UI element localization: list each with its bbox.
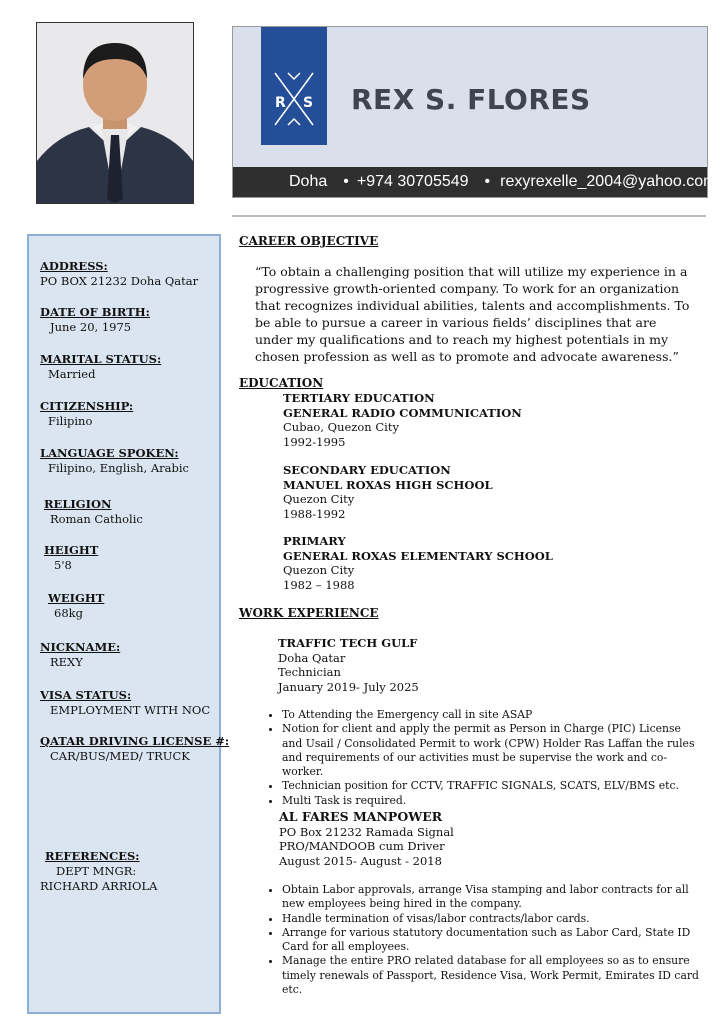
bullet-icon: • bbox=[343, 173, 349, 190]
language-label: LANGUAGE SPOKEN: bbox=[40, 446, 179, 460]
education-level: TERTIARY EDUCATION bbox=[283, 391, 435, 405]
job-entry bbox=[278, 636, 419, 694]
education-school: GENERAL RADIO COMMUNICATION bbox=[283, 405, 522, 420]
list-item: • To Attending the Emergency call in site ASAP bbox=[282, 708, 702, 722]
header-banner bbox=[232, 26, 717, 198]
job-period: August 2015- August - 2018 bbox=[279, 853, 442, 868]
contact-city: Doha bbox=[289, 173, 328, 190]
reference-name: RICHARD ARRIOLA bbox=[40, 879, 158, 893]
education-entry bbox=[283, 391, 522, 449]
height-value: 5'8 bbox=[54, 558, 72, 572]
list-item: • Arrange for various statutory documentation such as Labor Card, State ID Card for all employees. bbox=[282, 926, 702, 955]
list-item: • Notion for client and apply the permit as Person in Charge (PIC) License and Usail / Consolidated Permit to work (CPW) Holder Ras Laffan the rules and requirements of our activities must be supervise the work and co-worker. bbox=[282, 722, 702, 779]
address-section bbox=[40, 259, 198, 289]
weight-section bbox=[48, 591, 104, 621]
work-experience-heading: WORK EXPERIENCE bbox=[239, 606, 379, 620]
dob-section bbox=[40, 305, 150, 335]
education-years: 1988-1992 bbox=[283, 506, 346, 521]
education-heading: EDUCATION bbox=[239, 376, 324, 390]
career-objective-heading: CAREER OBJECTIVE bbox=[239, 234, 379, 248]
religion-label: RELIGION bbox=[44, 497, 112, 511]
dob-value: June 20, 1975 bbox=[50, 320, 132, 334]
license-section bbox=[40, 734, 229, 764]
header-divider bbox=[232, 215, 706, 217]
job-entry bbox=[279, 810, 454, 868]
visa-section bbox=[40, 688, 210, 718]
bullet-icon: • bbox=[484, 173, 491, 190]
reference-title: DEPT MNGR: bbox=[56, 864, 137, 878]
personal-info-sidebar bbox=[27, 234, 221, 1014]
profile-photo bbox=[36, 22, 194, 204]
list-item: • Multi Task is required. bbox=[282, 794, 702, 808]
job-location: Doha Qatar bbox=[278, 650, 346, 665]
references-section bbox=[40, 849, 157, 894]
nickname-label: NICKNAME: bbox=[40, 640, 121, 654]
height-label: HEIGHT bbox=[44, 543, 99, 557]
career-objective-text: “To obtain a challenging position that will utilize my experience in a progressive growth-oriented company. To work for an organization that recognizes individual abilities, talents and accomplishments. To be able to pursue a career in various fields’ disciplines that are under my qualifications and to reach my highest potentials in my chosen profession as well as to promote and advocate awareness.” bbox=[255, 264, 690, 364]
language-section bbox=[40, 446, 189, 476]
education-level: SECONDARY EDUCATION bbox=[283, 463, 451, 477]
contact-bar bbox=[233, 167, 717, 197]
visa-value: EMPLOYMENT WITH NOC bbox=[50, 703, 211, 717]
nickname-value: REXY bbox=[50, 655, 83, 669]
monogram-logo bbox=[261, 27, 327, 145]
license-label: QATAR DRIVING LICENSE #: bbox=[40, 734, 230, 748]
references-label: REFERENCES: bbox=[45, 849, 140, 863]
logo-letter-s: S bbox=[303, 95, 314, 111]
education-school: GENERAL ROXAS ELEMENTARY SCHOOL bbox=[283, 548, 553, 563]
weight-value: 68kg bbox=[54, 606, 83, 620]
job-duties-list bbox=[260, 708, 702, 808]
religion-section bbox=[44, 497, 143, 527]
address-value: PO BOX 21232 Doha Qatar bbox=[40, 274, 199, 288]
education-level: PRIMARY bbox=[283, 534, 346, 548]
dob-label: DATE OF BIRTH: bbox=[40, 305, 150, 319]
list-item: • Handle termination of visas/labor contracts/labor cards. bbox=[282, 912, 702, 926]
license-value: CAR/BUS/MED/ TRUCK bbox=[50, 749, 190, 763]
education-school: MANUEL ROXAS HIGH SCHOOL bbox=[283, 477, 493, 492]
job-location: PO Box 21232 Ramada Signal bbox=[279, 824, 454, 839]
address-label: ADDRESS: bbox=[40, 259, 108, 273]
list-item: • Manage the entire PRO related database for all employees so as to ensure timely renewals of Passport, Residence Visa, Work Permit, Emirates ID card etc. bbox=[282, 954, 702, 997]
logo-letter-r: R bbox=[275, 95, 286, 111]
education-place: Quezon City bbox=[283, 492, 355, 506]
job-title: Technician bbox=[278, 665, 341, 679]
job-company: TRAFFIC TECH GULF bbox=[278, 636, 418, 650]
education-entry bbox=[283, 534, 553, 592]
marital-section bbox=[40, 352, 161, 382]
nickname-section bbox=[40, 640, 120, 670]
height-section bbox=[44, 543, 98, 573]
job-duties-list bbox=[260, 883, 702, 997]
marital-value: Married bbox=[48, 367, 96, 381]
citizenship-label: CITIZENSHIP: bbox=[40, 399, 134, 413]
job-company: AL FARES MANPOWER bbox=[279, 809, 443, 824]
candidate-name: REX S. FLORES bbox=[351, 83, 591, 116]
education-years: 1992-1995 bbox=[283, 434, 346, 449]
list-item: • Obtain Labor approvals, arrange Visa stamping and labor contracts for all new employees being hired in the company. bbox=[282, 883, 702, 912]
weight-label: WEIGHT bbox=[48, 591, 105, 605]
religion-value: Roman Catholic bbox=[50, 512, 143, 526]
job-title: PRO/MANDOOB cum Driver bbox=[279, 839, 445, 853]
education-years: 1982 – 1988 bbox=[283, 577, 355, 592]
list-item: • Technician position for CCTV, TRAFFIC SIGNALS, SCATS, ELV/BMS etc. bbox=[282, 779, 702, 793]
marital-label: MARITAL STATUS: bbox=[40, 352, 162, 366]
education-place: Cubao, Quezon City bbox=[283, 420, 399, 434]
education-place: Quezon City bbox=[283, 563, 355, 577]
contact-phone: +974 30705549 bbox=[356, 173, 469, 190]
education-entry bbox=[283, 463, 493, 521]
citizenship-value: Filipino bbox=[48, 414, 93, 428]
visa-label: VISA STATUS: bbox=[40, 688, 132, 702]
language-value: Filipino, English, Arabic bbox=[48, 461, 189, 475]
citizenship-section bbox=[40, 399, 133, 429]
contact-email: rexyrexelle_2004@yahoo.com bbox=[500, 173, 717, 190]
job-period: January 2019- July 2025 bbox=[278, 679, 419, 694]
